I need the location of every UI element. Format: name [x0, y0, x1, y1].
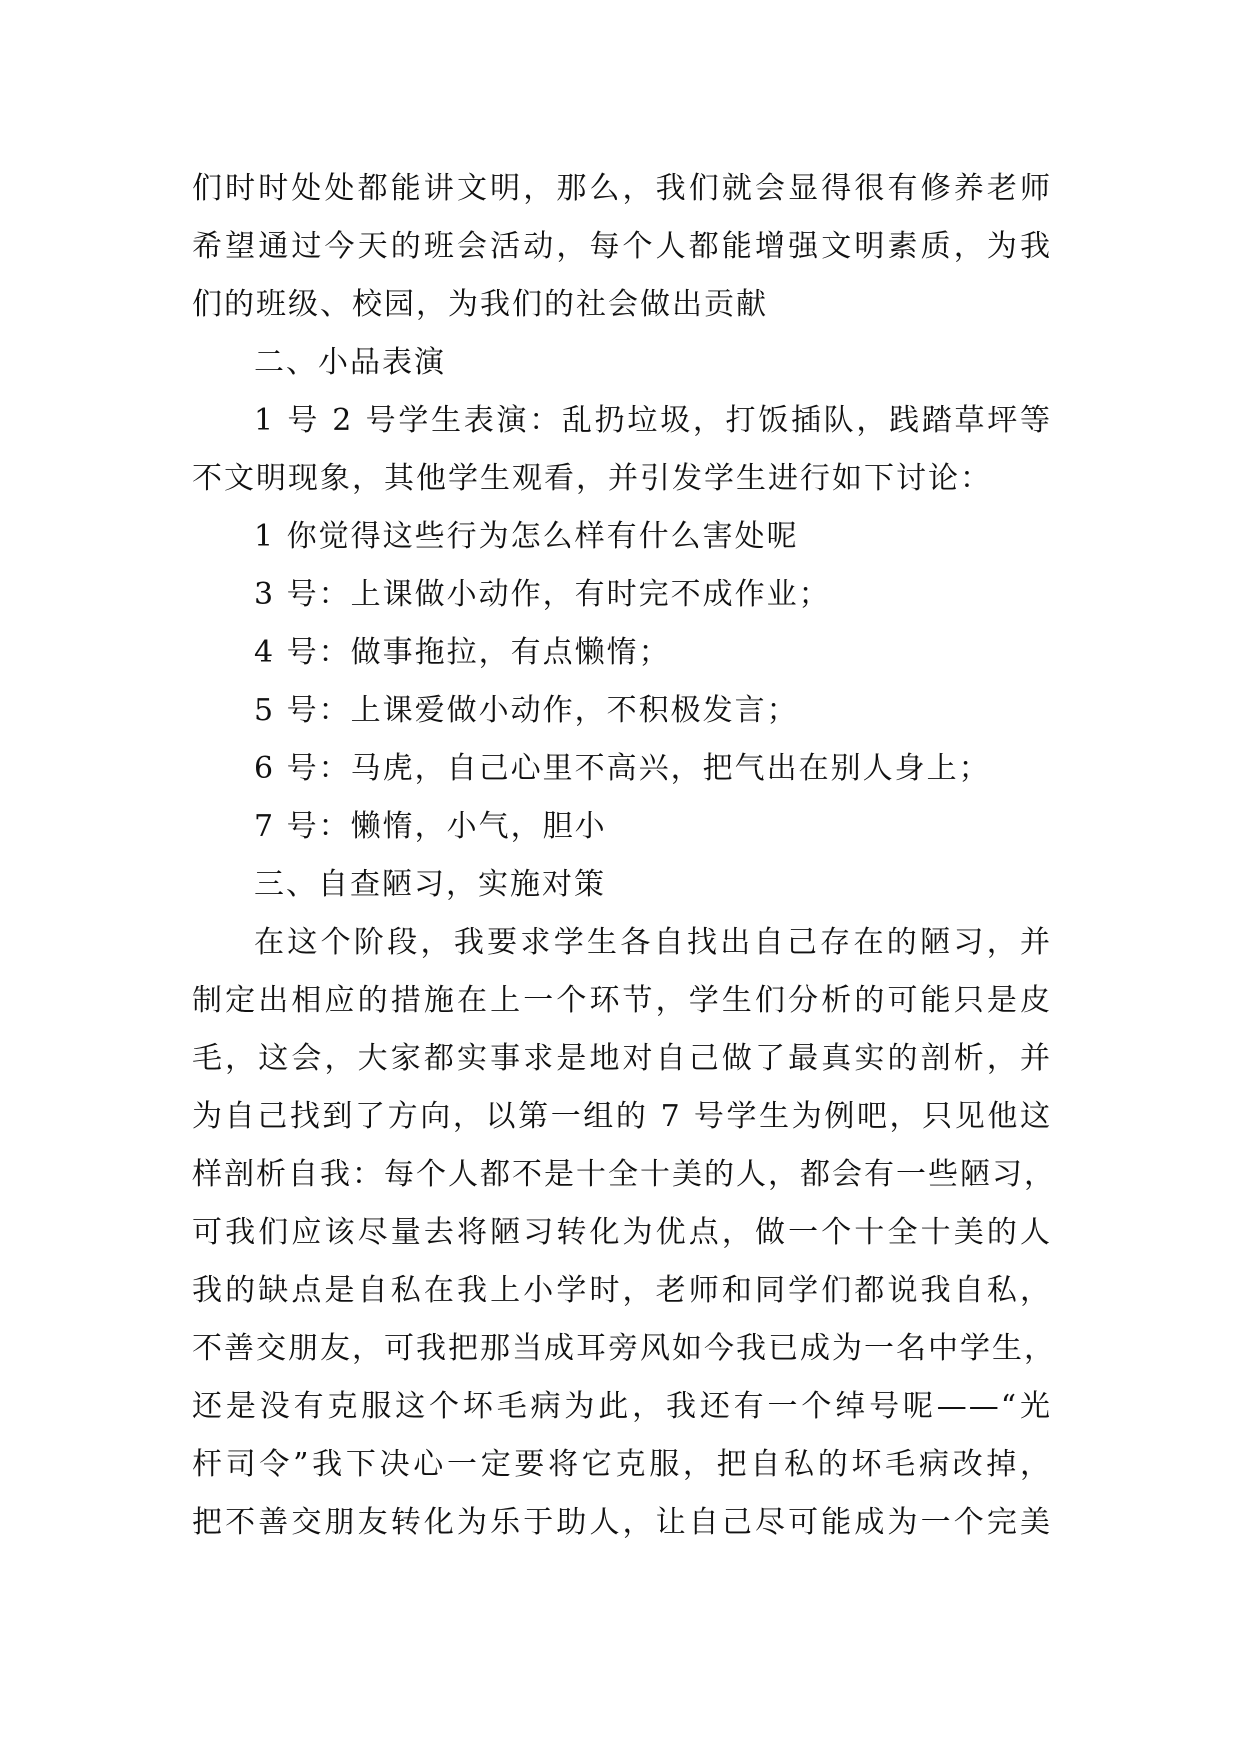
paragraph-line: 1 你觉得这些行为怎么样有什么害处呢: [254, 519, 799, 554]
paragraph-line: 把不善交朋友转化为乐于助人，让自己尽可能成为一个完美: [192, 1505, 1052, 1540]
paragraph-line: 杆司令”我下决心一定要将它克服，把自私的坏毛病改掉，: [192, 1447, 1052, 1482]
list-item: 3 号：上课做小动作，有时完不成作业；: [254, 577, 831, 612]
paragraph-line: 毛，这会，大家都实事求是地对自己做了最真实的剖析，并: [192, 1041, 1052, 1076]
paragraph-line: 1 号 2 号学生表演：乱扔垃圾，打饭插队，践踏草坪等: [254, 403, 1052, 438]
section-heading: 三、自查陋习，实施对策: [254, 867, 606, 902]
paragraph-line: 为自己找到了方向，以第一组的 7 号学生为例吧，只见他这: [192, 1099, 1052, 1134]
paragraph-line: 可我们应该尽量去将陋习转化为优点，做一个十全十美的人: [192, 1215, 1052, 1250]
paragraph-line: 希望通过今天的班会活动，每个人都能增强文明素质，为我: [192, 229, 1052, 264]
paragraph-line: 不文明现象，其他学生观看，并引发学生进行如下讨论：: [192, 461, 992, 496]
paragraph-line: 们的班级、校园，为我们的社会做出贡献: [192, 287, 768, 322]
paragraph-line: 我的缺点是自私在我上小学时，老师和同学们都说我自私，: [192, 1273, 1052, 1308]
paragraph-line: 制定出相应的措施在上一个环节，学生们分析的可能只是皮: [192, 983, 1052, 1018]
list-item: 7 号：懒惰，小气，胆小: [254, 809, 607, 844]
list-item: 6 号：马虎，自己心里不高兴，把气出在别人身上；: [254, 751, 991, 786]
section-heading: 二、小品表演: [254, 345, 446, 380]
paragraph-line: 还是没有克服这个坏毛病为此，我还有一个绰号呢——“光: [192, 1389, 1052, 1424]
paragraph-line: 在这个阶段，我要求学生各自找出自己存在的陋习，并: [254, 925, 1052, 960]
paragraph-line: 们时时处处都能讲文明，那么，我们就会显得很有修养老师: [192, 171, 1052, 206]
paragraph-line: 不善交朋友，可我把那当成耳旁风如今我已成为一名中学生，: [192, 1331, 1056, 1366]
list-item: 4 号：做事拖拉，有点懒惰；: [254, 635, 671, 670]
paragraph-line: 样剖析自我：每个人都不是十全十美的人，都会有一些陋习，: [192, 1157, 1056, 1192]
list-item: 5 号：上课爱做小动作，不积极发言；: [254, 693, 799, 728]
